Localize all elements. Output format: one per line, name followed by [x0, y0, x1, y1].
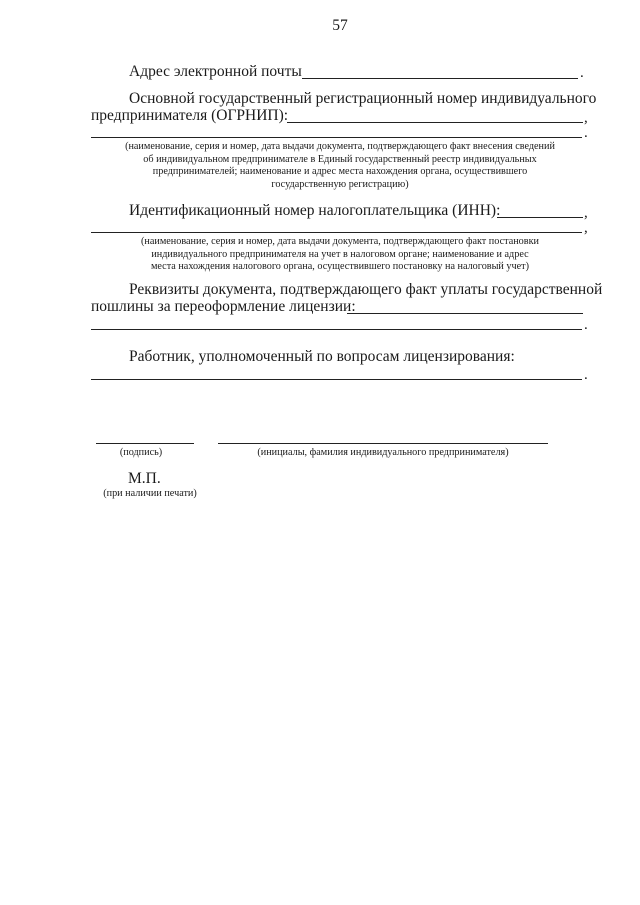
ogrnip-field-line2[interactable]: [91, 137, 582, 138]
ogrnip-note-line: об индивидуальном предпринимателе в Единый государственный реестр индивидуальных: [143, 153, 537, 165]
inn-note-line: (наименование, серия и номер, дата выдачи документа, подтверждающего факт постановки: [141, 236, 539, 247]
ogrnip-end-punct1: ,: [584, 110, 588, 126]
inn-label: Идентификационный номер налогоплательщика (ИНН):: [129, 202, 501, 219]
email-field-line[interactable]: [302, 78, 578, 79]
inn-end-punct2: ,: [584, 220, 588, 236]
worker-end-punct: .: [584, 367, 588, 383]
signature-caption: (подпись): [119, 447, 163, 458]
stamp-label: М.П.: [128, 470, 161, 487]
ogrnip-end-punct2: .: [584, 125, 588, 141]
ogrnip-note: [100, 141, 580, 191]
fee-field-line1[interactable]: [347, 313, 583, 314]
page-number: 57: [332, 17, 348, 34]
fee-label-line1: Реквизиты документа, подтверждающего факт уплаты государственной: [129, 281, 603, 298]
ogrnip-note-line: (наименование, серия и номер, дата выдачи документа, подтверждающего факт внесения сведений: [125, 141, 555, 152]
ogrnip-note-line: государственную регистрацию): [271, 178, 409, 190]
fee-label-line2: пошлины за переоформление лицензии:: [91, 298, 356, 315]
name-caption: (инициалы, фамилия индивидуального предпринимателя): [257, 447, 509, 458]
ogrnip-label-line1: Основной государственный регистрационный номер индивидуального: [129, 90, 597, 107]
ogrnip-note-line: предпринимателей; наименование и адрес места нахождения органа, осуществившего: [152, 166, 528, 177]
signature-line[interactable]: [96, 443, 194, 444]
ogrnip-label-line2: предпринимателя (ОГРНИП):: [91, 107, 289, 124]
inn-end-punct1: ,: [584, 205, 588, 221]
inn-field-line1[interactable]: [497, 217, 583, 218]
inn-note: [100, 236, 580, 274]
inn-field-line2[interactable]: [91, 232, 582, 233]
inn-note-line: места нахождения налогового органа, осуществившего постановку на налоговый учет): [150, 261, 530, 272]
fee-end-punct: .: [584, 317, 588, 333]
ogrnip-field-line1[interactable]: [287, 122, 583, 123]
email-end-punct: .: [580, 65, 584, 81]
fee-field-line2[interactable]: [91, 329, 582, 330]
worker-label: Работник, уполномоченный по вопросам лицензирования:: [129, 348, 515, 365]
email-label: Адрес электронной почты: [129, 63, 302, 80]
inn-note-line: индивидуального предпринимателя на учет в налоговом органе; наименование и адрес: [151, 248, 529, 260]
stamp-caption: (при наличии печати): [103, 488, 197, 499]
worker-field-line[interactable]: [91, 379, 582, 380]
name-line[interactable]: [218, 443, 548, 444]
